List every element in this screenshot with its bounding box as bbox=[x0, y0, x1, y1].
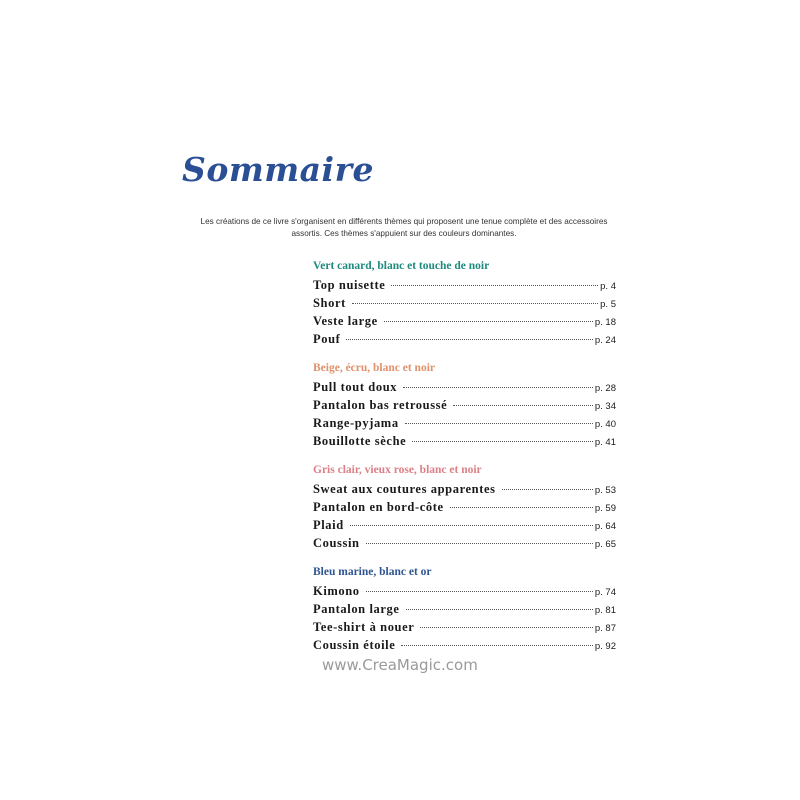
entry-page-number: p. 92 bbox=[594, 641, 616, 652]
dot-leader bbox=[412, 441, 593, 442]
entry-page-number: p. 64 bbox=[594, 521, 616, 532]
entry-page-number: p. 4 bbox=[600, 281, 616, 292]
toc-section bbox=[313, 360, 616, 450]
dot-leader bbox=[352, 303, 598, 304]
intro-paragraph: Les créations de ce livre s'organisent en différents thèmes qui proposent une tenue complète et des accessoires assortis. Ces thèmes s'appuient sur des couleurs dominantes. bbox=[200, 217, 608, 238]
toc-entry[interactable] bbox=[313, 414, 616, 432]
entry-page-number: p. 81 bbox=[594, 605, 616, 616]
dot-leader bbox=[405, 423, 593, 424]
entry-title: Plaid bbox=[313, 518, 344, 532]
dot-leader bbox=[406, 609, 593, 610]
dot-leader bbox=[350, 525, 593, 526]
toc-entry[interactable] bbox=[313, 534, 616, 552]
toc-entry[interactable] bbox=[313, 330, 616, 348]
entry-page-number: p. 34 bbox=[594, 401, 616, 412]
entry-title: Pull tout doux bbox=[313, 380, 398, 394]
toc-entry[interactable] bbox=[313, 636, 616, 654]
entry-page-number: p. 53 bbox=[594, 485, 616, 496]
dot-leader bbox=[502, 489, 593, 490]
entry-page-number: p. 41 bbox=[594, 437, 616, 448]
toc-entry[interactable] bbox=[313, 294, 616, 312]
toc-entry[interactable] bbox=[313, 378, 616, 396]
entry-title: Pantalon bas retroussé bbox=[313, 398, 448, 412]
dot-leader bbox=[366, 591, 593, 592]
entry-title: Top nuisette bbox=[313, 278, 386, 292]
toc-section bbox=[313, 258, 616, 348]
entry-page-number: p. 28 bbox=[594, 383, 616, 394]
entry-page-number: p. 87 bbox=[594, 623, 616, 634]
entry-page-number: p. 65 bbox=[594, 539, 616, 550]
toc-entry[interactable] bbox=[313, 582, 616, 600]
table-of-contents bbox=[313, 258, 616, 666]
toc-entry[interactable] bbox=[313, 480, 616, 498]
entry-title: Veste large bbox=[313, 314, 378, 328]
dot-leader bbox=[391, 285, 598, 286]
toc-entry[interactable] bbox=[313, 312, 616, 330]
entry-title: Coussin bbox=[313, 536, 360, 550]
entry-page-number: p. 5 bbox=[600, 299, 616, 310]
toc-entry[interactable] bbox=[313, 276, 616, 294]
entry-title: Bouillotte sèche bbox=[313, 434, 407, 448]
page-title: Sommaire bbox=[182, 150, 374, 189]
dot-leader bbox=[403, 387, 593, 388]
entry-page-number: p. 18 bbox=[594, 317, 616, 328]
dot-leader bbox=[384, 321, 593, 322]
dot-leader bbox=[450, 507, 593, 508]
entry-title: Range-pyjama bbox=[313, 416, 399, 430]
toc-section bbox=[313, 564, 616, 654]
dot-leader bbox=[401, 645, 592, 646]
section-heading: Bleu marine, blanc et or bbox=[313, 566, 432, 578]
toc-section bbox=[313, 462, 616, 552]
dot-leader bbox=[420, 627, 592, 628]
dot-leader bbox=[453, 405, 593, 406]
entry-page-number: p. 40 bbox=[594, 419, 616, 430]
entry-page-number: p. 59 bbox=[594, 503, 616, 514]
toc-entry[interactable] bbox=[313, 432, 616, 450]
dot-leader bbox=[346, 339, 592, 340]
entry-page-number: p. 74 bbox=[594, 587, 616, 598]
entry-title: Sweat aux coutures apparentes bbox=[313, 482, 496, 496]
toc-entry[interactable] bbox=[313, 516, 616, 534]
entry-title: Tee-shirt à nouer bbox=[313, 620, 415, 634]
dot-leader bbox=[366, 543, 593, 544]
entry-title: Pouf bbox=[313, 332, 341, 346]
section-heading: Gris clair, vieux rose, blanc et noir bbox=[313, 464, 482, 476]
watermark: www.CreaMagic.com bbox=[322, 656, 478, 674]
section-heading: Beige, écru, blanc et noir bbox=[313, 362, 436, 374]
entry-title: Pantalon large bbox=[313, 602, 400, 616]
entry-title: Pantalon en bord-côte bbox=[313, 500, 444, 514]
entry-title: Short bbox=[313, 296, 346, 310]
section-heading: Vert canard, blanc et touche de noir bbox=[313, 260, 490, 272]
toc-entry[interactable] bbox=[313, 618, 616, 636]
toc-entry[interactable] bbox=[313, 600, 616, 618]
entry-title: Kimono bbox=[313, 584, 360, 598]
toc-entry[interactable] bbox=[313, 396, 616, 414]
toc-entry[interactable] bbox=[313, 498, 616, 516]
entry-title: Coussin étoile bbox=[313, 638, 396, 652]
entry-page-number: p. 24 bbox=[594, 335, 616, 346]
